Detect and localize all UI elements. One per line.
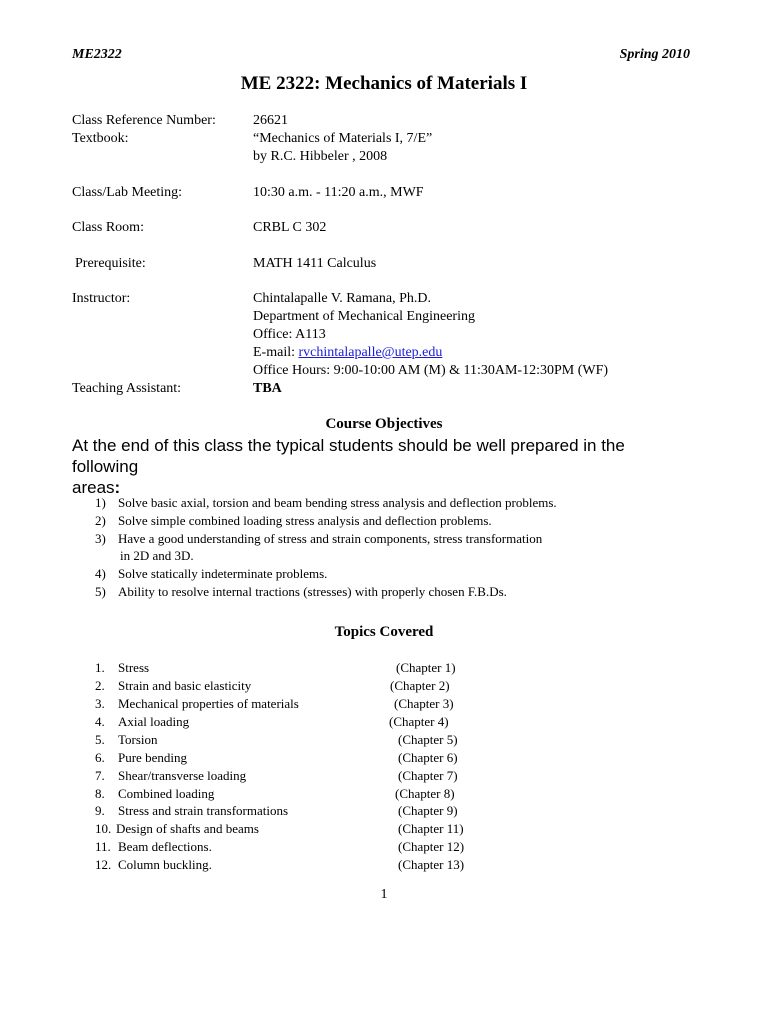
topic-text: Torsion [118, 732, 158, 747]
instructor-email-line [253, 345, 442, 361]
instructor-department: Department of Mechanical Engineering [253, 309, 475, 324]
topic-num: 6. [95, 750, 105, 765]
class-ref-value: 26621 [253, 113, 288, 128]
objective-text: Have a good understanding of stress and strain components, stress transformation [118, 531, 543, 546]
topic-num: 4. [95, 714, 105, 729]
topic-chapter: (Chapter 5) [398, 732, 458, 747]
room-label: Class Room: [72, 220, 144, 235]
header-semester: Spring 2010 [619, 47, 690, 62]
topic-text: Strain and basic elasticity [118, 678, 252, 693]
topic-num: 10. [95, 821, 112, 836]
objective-num: 2) [95, 513, 106, 528]
objective-num: 3) [95, 531, 106, 546]
topic-num: 3. [95, 696, 105, 711]
objective-text: Solve basic axial, torsion and beam bending stress analysis and deflection problems. [118, 495, 557, 510]
textbook-label: Textbook: [72, 131, 129, 146]
objective-text: Ability to resolve internal tractions (stresses) with properly chosen F.B.Ds. [118, 584, 507, 599]
prereq-value: MATH 1411 Calculus [253, 256, 377, 271]
objectives-intro-line1: At the end of this class the typical students should be well prepared in the following [72, 436, 625, 476]
textbook-title: “Mechanics of Materials I, 7/E” [253, 131, 433, 146]
topic-text: Column buckling. [118, 857, 212, 872]
objective-text: Solve simple combined loading stress analysis and deflection problems. [118, 513, 492, 528]
objectives-intro-colon: : [114, 478, 121, 497]
topic-chapter: (Chapter 12) [398, 839, 465, 854]
topic-text: Shear/transverse loading [118, 768, 247, 783]
page-number: 1 [380, 887, 388, 902]
topic-chapter: (Chapter 4) [389, 714, 449, 729]
objective-num: 1) [95, 495, 106, 510]
class-ref-label: Class Reference Number: [72, 113, 216, 128]
topic-num: 12. [95, 857, 112, 872]
topic-num: 2. [95, 678, 105, 693]
topic-chapter: (Chapter 3) [394, 696, 454, 711]
topic-text: Mechanical properties of materials [118, 696, 299, 711]
ta-value: TBA [253, 381, 282, 396]
header-course-code: ME2322 [72, 47, 122, 62]
ta-label: Teaching Assistant: [72, 381, 182, 396]
topic-text: Pure bending [118, 750, 187, 765]
topic-chapter: (Chapter 6) [398, 750, 458, 765]
meeting-value: 10:30 a.m. - 11:20 a.m., MWF [253, 185, 424, 200]
objective-num: 4) [95, 566, 106, 581]
topic-text: Stress [118, 660, 150, 675]
prereq-label: Prerequisite: [75, 256, 146, 271]
topic-chapter: (Chapter 8) [395, 786, 455, 801]
topic-chapter: (Chapter 13) [398, 857, 465, 872]
objectives-intro [72, 435, 672, 498]
instructor-office: Office: A113 [253, 327, 326, 342]
instructor-label: Instructor: [72, 291, 131, 306]
topic-num: 5. [95, 732, 105, 747]
objective-num: 5) [95, 584, 106, 599]
room-value: CRBL C 302 [253, 220, 327, 235]
topics-heading: Topics Covered [334, 624, 434, 640]
topic-num: 11. [95, 839, 111, 854]
topic-text: Axial loading [118, 714, 190, 729]
objectives-intro-areas: areas [72, 478, 115, 497]
topic-num: 7. [95, 768, 105, 783]
topic-text: Beam deflections. [118, 839, 212, 854]
email-link[interactable]: rvchintalapalle@utep.edu [298, 345, 443, 360]
instructor-name: Chintalapalle V. Ramana, Ph.D. [253, 291, 431, 306]
topic-chapter: (Chapter 7) [398, 768, 458, 783]
objectives-heading: Course Objectives [325, 416, 443, 432]
email-prefix: E-mail: [253, 345, 299, 360]
meeting-label: Class/Lab Meeting: [72, 185, 183, 200]
topic-num: 9. [95, 803, 105, 818]
topic-text: Design of shafts and beams [116, 821, 259, 836]
topic-chapter: (Chapter 11) [398, 821, 464, 836]
objective-text: Solve statically indeterminate problems. [118, 566, 328, 581]
topic-num: 1. [95, 660, 105, 675]
objective-text-continued: in 2D and 3D. [120, 548, 194, 563]
textbook-author: by R.C. Hibbeler , 2008 [253, 149, 388, 164]
topic-chapter: (Chapter 1) [396, 660, 456, 675]
page-title: ME 2322: Mechanics of Materials I [240, 73, 528, 94]
topic-num: 8. [95, 786, 105, 801]
office-hours: Office Hours: 9:00-10:00 AM (M) & 11:30AM-12:30PM (WF) [253, 363, 609, 378]
topic-text: Combined loading [118, 786, 215, 801]
topic-text: Stress and strain transformations [118, 803, 289, 818]
topic-chapter: (Chapter 2) [390, 678, 450, 693]
topic-chapter: (Chapter 9) [398, 803, 458, 818]
